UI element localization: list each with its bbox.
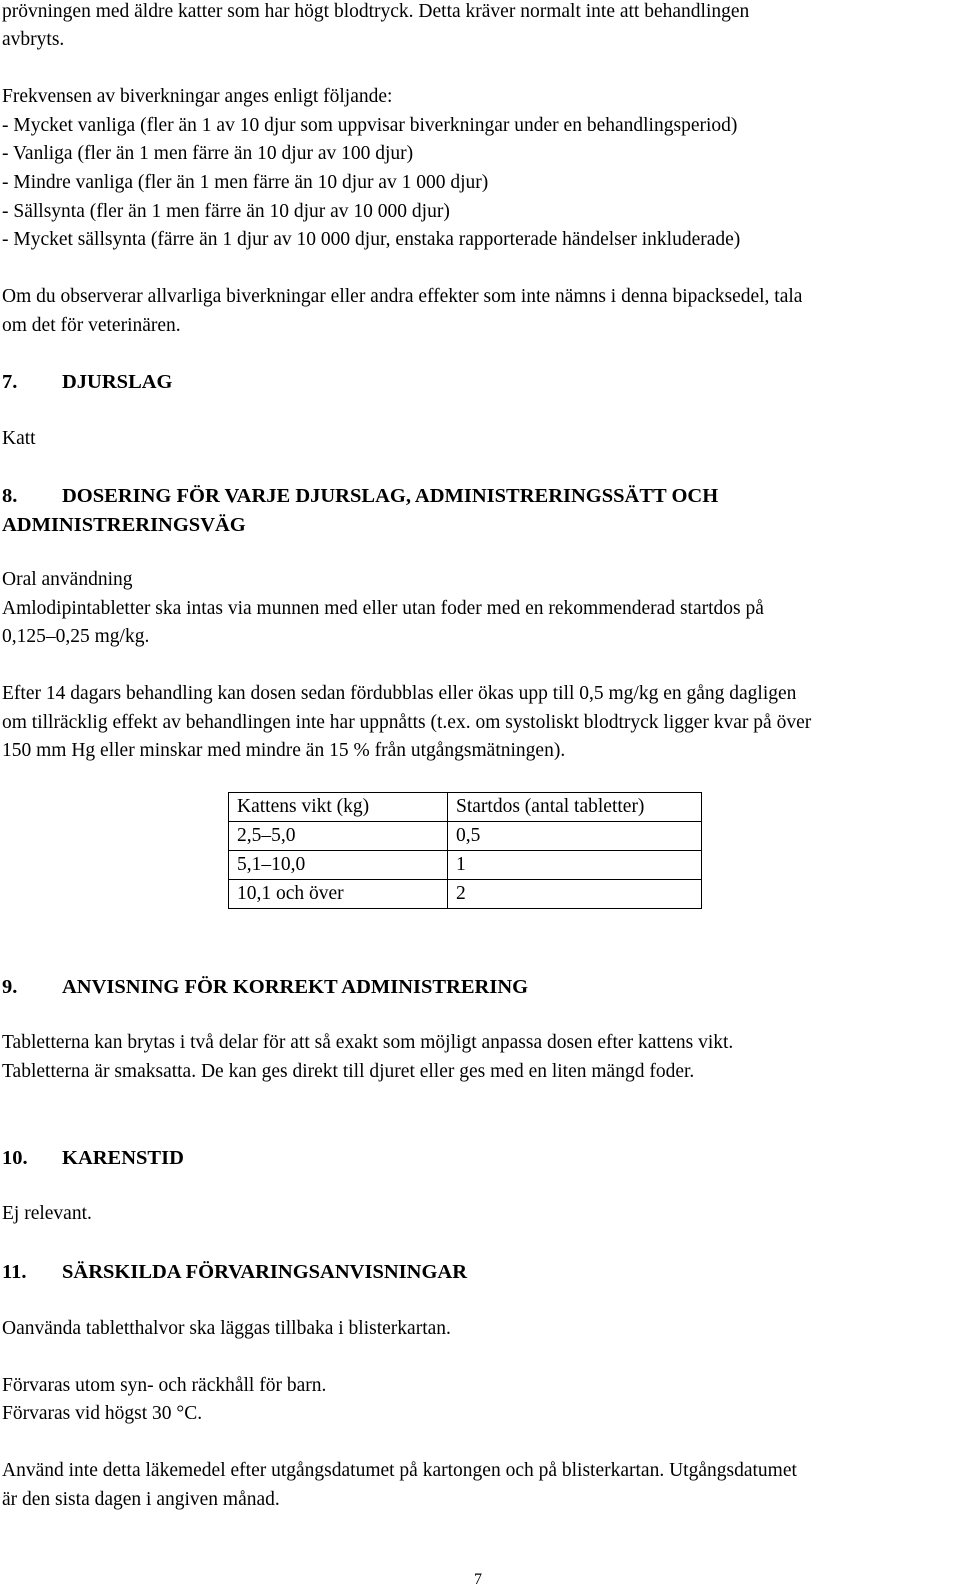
withdrawal-text: Ej relevant. <box>2 1203 92 1224</box>
report-paragraph-line: om det för veterinären. <box>2 315 181 336</box>
administration-line: Tabletterna är smaksatta. De kan ges direkt till djuret eller ges med en liten mängd foder. <box>2 1061 695 1082</box>
frequency-item: - Mindre vanliga (fler än 1 men färre än 10 djur av 1 000 djur) <box>2 172 489 193</box>
section-title: KARENSTID <box>62 1147 184 1169</box>
increase-line: Efter 14 dagars behandling kan dosen sedan fördubblas eller ökas upp till 0,5 mg/kg en gång dagligen <box>2 683 797 704</box>
section-title: DJURSLAG <box>62 371 173 393</box>
section-number: 9. <box>2 976 18 998</box>
expiry-line: är den sista dagen i angiven månad. <box>2 1489 280 1510</box>
intro-line: avbryts. <box>2 29 65 50</box>
table-cell: 0,5 <box>448 822 702 851</box>
section-title: ANVISNING FÖR KORREKT ADMINISTRERING <box>62 976 529 998</box>
section-title: DOSERING FÖR VARJE DJURSLAG, ADMINISTRERINGSSÄTT OCH <box>62 485 719 507</box>
route-text: Oral användning <box>2 569 133 590</box>
page-number: 7 <box>474 1571 482 1588</box>
section-number: 11. <box>2 1261 27 1283</box>
table-row <box>229 880 702 909</box>
section-number: 8. <box>2 485 18 507</box>
storage-line: Förvaras vid högst 30 °C. <box>2 1403 203 1424</box>
dose-line: 0,125–0,25 mg/kg. <box>2 626 150 647</box>
report-paragraph-line: Om du observerar allvarliga biverkningar eller andra effekter som inte nämns i denna bipacksedel, tala <box>2 286 803 307</box>
frequency-intro: Frekvensen av biverkningar anges enligt följande: <box>2 86 393 107</box>
section-title: SÄRSKILDA FÖRVARINGSANVISNINGAR <box>62 1261 467 1283</box>
storage-line: Förvaras utom syn- och räckhåll för barn. <box>2 1375 327 1396</box>
frequency-item: - Sällsynta (fler än 1 men färre än 10 djur av 10 000 djur) <box>2 201 450 222</box>
expiry-line: Använd inte detta läkemedel efter utgångsdatumet på kartongen och på blisterkartan. Utgångsdatumet <box>2 1460 797 1481</box>
table-cell: 2,5–5,0 <box>229 822 448 851</box>
section-10-heading <box>2 1148 184 1169</box>
intro-line: prövningen med äldre katter som har högt blodtryck. Detta kräver normalt inte att behandlingen <box>2 1 750 22</box>
section-8-heading-cont: ADMINISTRERINGSVÄG <box>2 514 246 536</box>
table-cell: 5,1–10,0 <box>229 851 448 880</box>
table-row <box>229 822 702 851</box>
species-text: Katt <box>2 428 36 449</box>
frequency-item: - Mycket sällsynta (färre än 1 djur av 10 000 djur, enstaka rapporterade händelser inkluderade) <box>2 229 741 250</box>
section-8-heading <box>2 486 718 507</box>
section-9-heading <box>2 977 528 998</box>
table-row <box>229 851 702 880</box>
table-header-cell: Startdos (antal tabletter) <box>448 793 702 822</box>
section-11-heading <box>2 1262 467 1283</box>
table-cell: 1 <box>448 851 702 880</box>
section-number: 10. <box>2 1147 28 1169</box>
dose-line: Amlodipintabletter ska intas via munnen med eller utan foder med en rekommenderad startdos på <box>2 598 764 619</box>
administration-line: Tabletterna kan brytas i två delar för att så exakt som möjligt anpassa dosen efter kattens vikt. <box>2 1032 734 1053</box>
section-7-heading <box>2 372 173 393</box>
increase-line: 150 mm Hg eller minskar med mindre än 15 % från utgångsmätningen). <box>2 740 566 761</box>
frequency-item: - Vanliga (fler än 1 men färre än 10 djur av 100 djur) <box>2 143 414 164</box>
table-header-cell: Kattens vikt (kg) <box>229 793 448 822</box>
section-number: 7. <box>2 371 18 393</box>
table-cell: 2 <box>448 880 702 909</box>
table-header-row <box>229 793 702 822</box>
dosage-table <box>228 792 702 909</box>
table-cell: 10,1 och över <box>229 880 448 909</box>
halves-text: Oanvända tabletthalvor ska läggas tillbaka i blisterkartan. <box>2 1318 451 1339</box>
frequency-item: - Mycket vanliga (fler än 1 av 10 djur som uppvisar biverkningar under en behandlingsperiod) <box>2 115 738 136</box>
increase-line: om tillräcklig effekt av behandlingen inte har uppnåtts (t.ex. om systoliskt blodtryck ligger kvar på över <box>2 712 812 733</box>
